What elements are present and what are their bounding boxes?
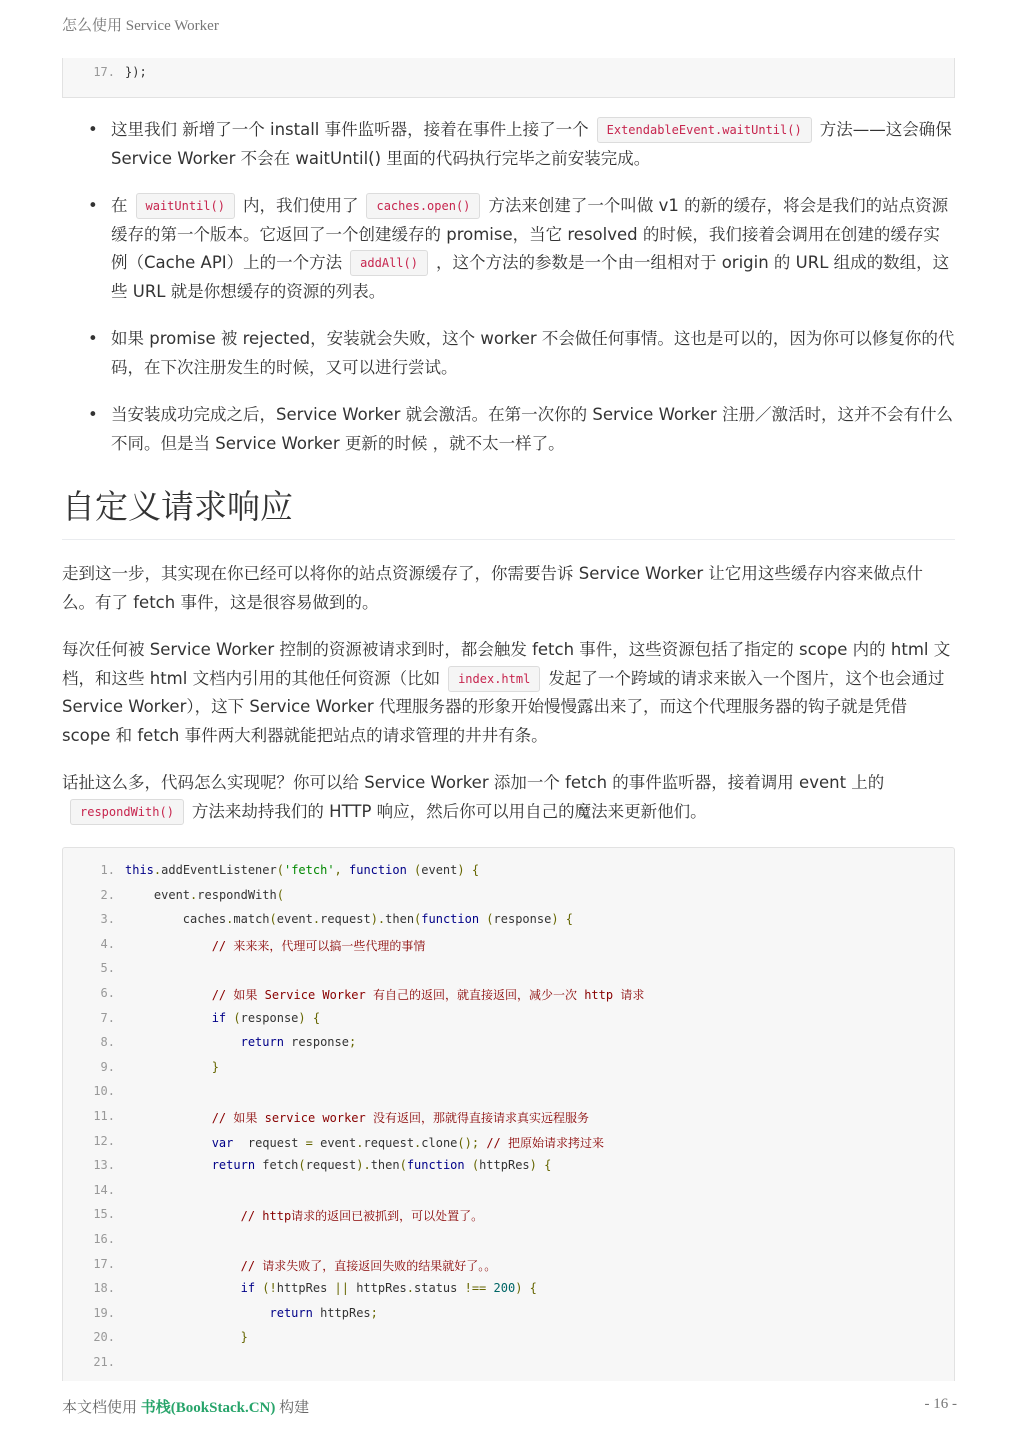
footer-credit: 本文档使用 书栈(BookStack.CN) 构建 [62,1400,310,1416]
line-number: 17. [93,65,115,79]
page-number: - 16 - [924,1396,957,1412]
list-item: • 在 waitUntil() 内，我们使用了 caches.open() 方法来创建了一个叫做 v1 的新的缓存，将会是我们的站点资源缓存的第一个版本。它返回了一个创建缓存的 promise，当它 resolved 的时候，我们接着会调用在创建的缓存实例（Cache API）上的一个方法 addAll() ，这个方法的参数是一个由一组相对于 origin 的 URL 组成的数组，这些 URL 就是你想缓存的资源的列表。 [62,192,955,306]
code-line: // 如果 service worker 没有返回，那就得直接请求真实远程服务 [211,1111,589,1125]
code-line: // 来来来，代理可以搞一些代理的事情 [211,938,426,953]
inline-code: waitUntil() [136,193,235,219]
line-number: 21. [93,1355,115,1369]
code-line: return response; [240,1035,357,1050]
line-number: 14. [93,1182,115,1197]
line-number: 19. [93,1305,115,1320]
code-line: // 如果 Service Worker 有自己的返回，就直接返回，减少一次 http 请求 [211,988,645,1002]
inline-code: respondWith() [70,799,184,825]
line-number: 3. [100,912,115,927]
list-item: • 当安装成功完成之后，Service Worker 就会激活。在第一次你的 Service Worker 注册／激活时，这并不会有什么不同。但是当 Service Worker 更新的时候 ，就不太一样了。 [62,401,955,458]
paragraph: 走到这一步，其实现在你已经可以将你的站点资源缓存了，你需要告诉 Service Worker 让它用这些缓存内容来做点什么。有了 fetch 事件，这是很容易做到的。 [62,564,923,612]
line-number: 18. [93,1281,115,1296]
code-line: caches.match(event.request).then(function (response) { [125,912,574,927]
line-number: 12. [93,1133,115,1148]
page-header: 怎么使用 Service Worker [62,18,219,34]
paragraph: 话扯这么多，代码怎么实现呢？你可以给 Service Worker 添加一个 fetch 的事件监听器，接着调用 event 上的respondWith() 方法来劫持我们的 HTTP 响应，然后你可以用自己的魔法来更新他们。 [62,769,955,826]
line-number: 17. [93,1256,115,1271]
line-number: 2. [100,887,115,902]
line-number: 6. [100,986,115,1000]
bookstack-link[interactable]: 书栈(BookStack.CN) [140,1400,276,1416]
code-line: var request = event.request.clone(); // 把原始请求拷过来 [211,1135,604,1150]
code-line: return fetch(request).then(function (httpRes) { [211,1158,552,1173]
bullet-list [62,116,955,477]
inline-code: caches.open() [366,193,480,219]
line-number: 8. [100,1035,115,1050]
inline-code: ExtendableEvent.waitUntil() [597,117,812,143]
line-number: 9. [100,1059,115,1074]
code-line: } [211,1059,219,1074]
line-number: 13. [93,1158,115,1173]
inline-code: addAll() [350,250,428,276]
code-line: this.addEventListener('fetch', function (event) { [125,863,480,877]
code-line: // 请求失败了，直接返回失败的结果就好了。。 [240,1258,497,1273]
code-block-fragment [62,58,955,98]
code-line: event.respondWith( [125,887,284,902]
code-line: // http请求的返回已被抓到，可以处置了。 [240,1209,484,1224]
section-heading: 自定义请求响应 [62,484,955,540]
list-item: • 如果 promise 被 rejected，安装就会失败，这个 worker 不会做任何事情。这也是可以的，因为你可以修复你的代码，在下次注册发生的时候，又可以进行尝试。 [62,325,955,382]
line-number: 10. [93,1084,115,1099]
paragraph: 每次任何被 Service Worker 控制的资源被请求到时，都会触发 fetch 事件，这些资源包括了指定的 scope 内的 html 文档，和这些 html 文档内引用的其他任何资源（比如 index.html 发起了一个跨域的请求来嵌入一个图片，这个也会通过 Service Worker），这下 Service Worker 代理服务器的形象开始慢慢露出来了，而这个代理服务器的钩子就是凭借 scope 和 fetch 事件两大利器就能把站点的请求管理的井井有条。 [62,640,951,745]
line-number: 15. [93,1207,115,1222]
inline-code: index.html [448,666,540,692]
code-line: if (!httpRes || httpRes.status !== 200) { [240,1281,537,1296]
line-number: 7. [100,1010,115,1025]
line-number: 1. [100,863,115,877]
line-number: 11. [93,1109,115,1123]
code-line: } [240,1330,248,1345]
line-number: 16. [93,1232,115,1246]
code-line: return httpRes; [269,1305,378,1320]
line-number: 20. [93,1330,115,1345]
code-block [62,847,955,1381]
list-item: • 这里我们 新增了一个 install 事件监听器，接着在事件上接了一个 ExtendableEvent.waitUntil() 方法——这会确保 Service Worker 不会在 waitUntil() 里面的代码执行完毕之前安装完成。 [62,116,955,173]
code-line: if (response) { [211,1010,321,1025]
line-number: 5. [100,961,115,976]
line-number: 4. [100,936,115,951]
code-line: }); [125,65,147,79]
